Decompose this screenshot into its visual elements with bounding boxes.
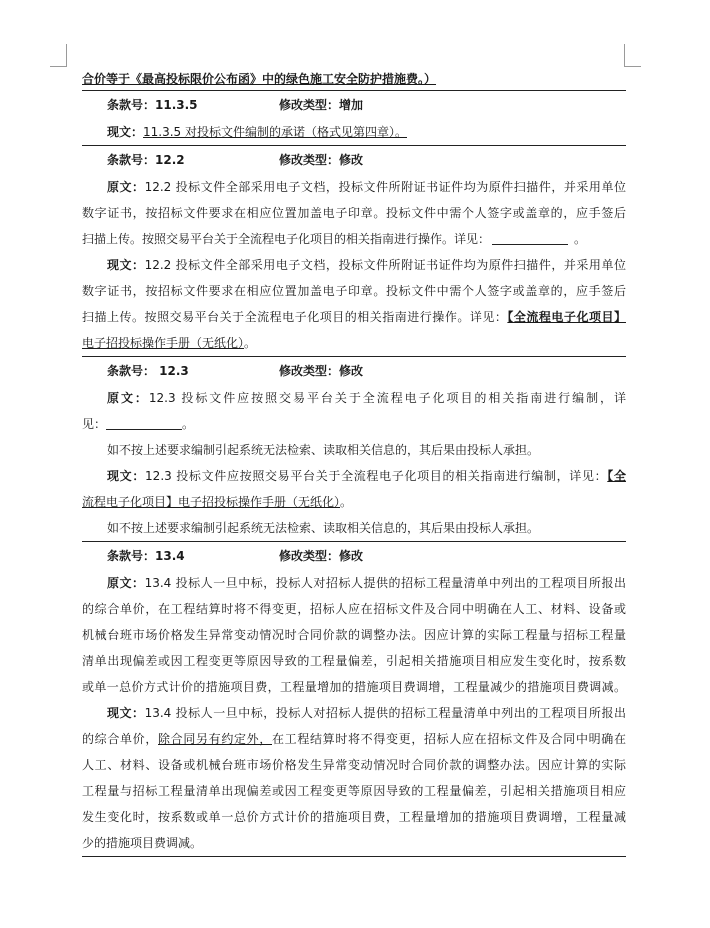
- orig-text-13-4-line5: 或单一总价方式计价的措施项目费，工程量增加的措施项目费调增，工程量减少的措施项目费调减。: [82, 680, 626, 694]
- document-body: [82, 68, 626, 857]
- orig-text-13-4-line2: 的综合单价，在工程结算时将不得变更，招标人应在招标文件及合同中明确在人工、材料、设备或: [82, 602, 626, 616]
- orig-text-12-2-line2: 数字证书，按招标文件要求在相应位置加盖电子印章。投标文件中需个人签字或盖章的，应手签后: [82, 206, 626, 220]
- now-text-12-2-line1: 现文：12.2 投标文件全部采用电子文档，投标文件所附证书证件均为原件扫描件，并采用单位: [107, 258, 626, 272]
- orig-text-12-3-line1: 原文：12.3 投标文件应按照交易平台关于全流程电子化项目的相关指南进行编制，详: [107, 391, 626, 405]
- orig-text-12-2-line1: 原文：12.2 投标文件全部采用电子文档，投标文件所附证书证件均为原件扫描件，并采用单位: [107, 180, 626, 194]
- orig-text-12-2-line3: 扫描上传。按照交易平台关于全流程电子化项目的相关指南进行操作。详见： 。: [82, 232, 587, 246]
- now-text-13-4-line4: 工程量与招标工程量清单出现偏差或因工程变更等原因导致的工程量偏差，引起相关措施项目相应: [82, 784, 626, 798]
- now-text-12-3-line2: 流程电子化项目】电子招投标操作手册（无纸化）。: [82, 495, 353, 509]
- clause-header-12-2: 条款号：12.2 修改类型：修改: [107, 153, 364, 167]
- now-text-13-4-line6: 少的措施项目费调减。: [82, 836, 203, 850]
- top-line: 合价等于《最高投标限价公布函》中的绿色施工安全防护措施费。）: [82, 72, 437, 86]
- divider: [82, 856, 626, 857]
- now-text-13-4-line5: 发生变化时，按系数或单一总价方式计价的措施项目费，工程量增加的措施项目费调增，工程量减: [82, 810, 626, 824]
- note-12-3-now: 如不按上述要求编制引起系统无法检索、读取相关信息的，其后果由投标人承担。: [107, 521, 540, 535]
- orig-text-13-4-line3: 机械台班市场价格发生异常变动情况时合同价款的调整办法。因应计算的实际工程量与招标工程量: [82, 628, 626, 642]
- orig-text-13-4-line4: 清单出现偏差或因工程变更等原因导致的工程量偏差，引起相关措施项目相应发生变化时，按系数: [82, 654, 626, 668]
- blank-underline: [492, 230, 568, 245]
- clause-header-12-3: 条款号： 12.3 修改类型：修改: [107, 364, 364, 378]
- crop-mark-top-left: [66, 44, 67, 66]
- now-text-13-4-line2: 的综合单价，除合同另有约定外，在工程结算时将不得变更，招标人应在招标文件及合同中明确在: [82, 732, 626, 746]
- crop-mark-top-left-h: [50, 66, 67, 67]
- now-text-12-2-line2: 数字证书，按招标文件要求在相应位置加盖电子印章。投标文件中需个人签字或盖章的，应手签后: [82, 284, 626, 298]
- clause-header-13-4: 条款号：13.4 修改类型：修改: [107, 549, 364, 563]
- note-12-3-orig: 如不按上述要求编制引起系统无法检索、读取相关信息的，其后果由投标人承担。: [107, 443, 540, 457]
- blank-underline: [106, 415, 182, 430]
- clause-header-11-3-5: 条款号：11.3.5 修改类型：增加: [107, 98, 364, 112]
- crop-mark-top-right: [624, 44, 625, 66]
- now-text-11-3-5: 现文：11.3.5 对投标文件编制的承诺（格式见第四章）。: [107, 125, 407, 139]
- orig-text-12-3-line2: 见： 。: [82, 417, 195, 431]
- orig-text-13-4-line1: 原文：13.4 投标人一旦中标，投标人对招标人提供的招标工程量清单中列出的工程项目所报出: [107, 576, 626, 590]
- now-text-12-2-line3: 扫描上传。按照交易平台关于全流程电子化项目的相关指南进行操作。详见：【全流程电子化项目】: [82, 310, 626, 324]
- now-text-13-4-line1: 现文：13.4 投标人一旦中标，投标人对招标人提供的招标工程量清单中列出的工程项目所报出: [107, 706, 626, 720]
- now-text-12-2-line4: 电子招投标操作手册（无纸化）。: [82, 336, 257, 350]
- now-text-13-4-line3: 人工、材料、设备或机械台班市场价格发生异常变动情况时合同价款的调整办法。因应计算的实际: [82, 758, 626, 772]
- crop-mark-top-right-h: [624, 66, 641, 67]
- now-text-12-3-line1: 现文：12.3 投标文件应按照交易平台关于全流程电子化项目的相关指南进行编制，详见：【全: [107, 469, 626, 483]
